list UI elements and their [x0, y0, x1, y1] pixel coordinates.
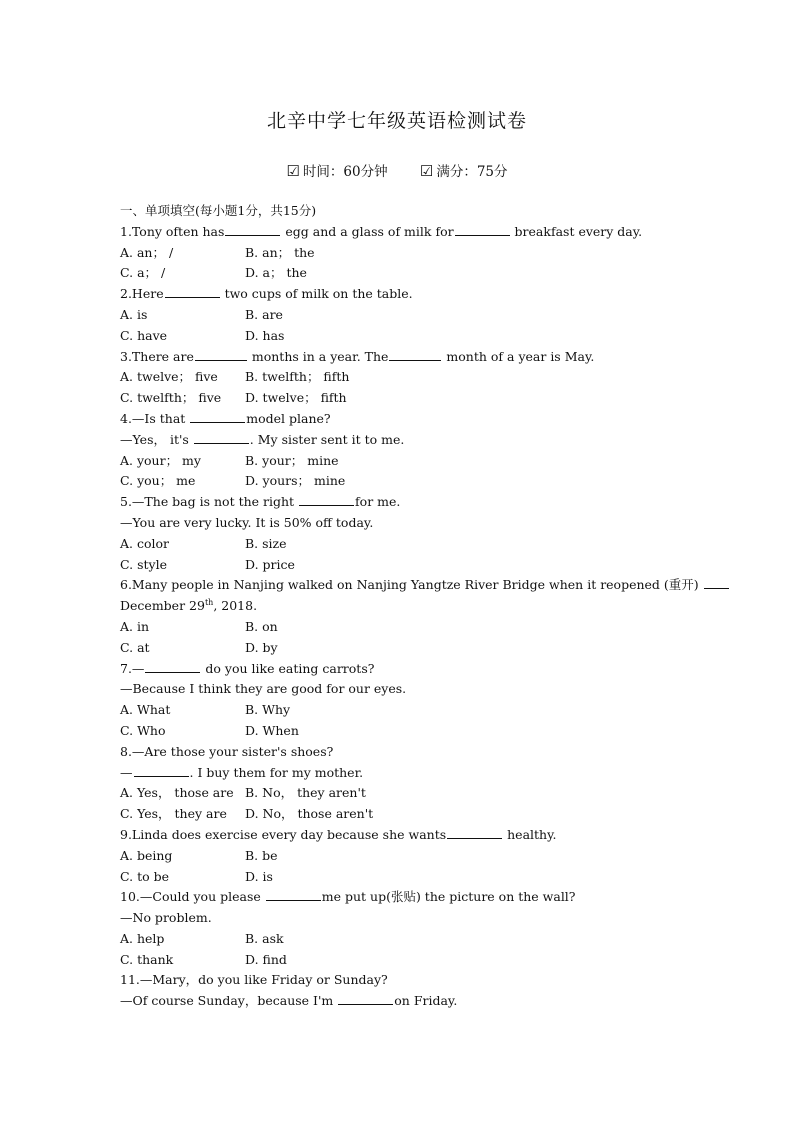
- option-b: B. No， they aren't: [245, 785, 366, 801]
- time-label: 时间：60分钟: [302, 164, 388, 180]
- option-c: C. twelfth； five: [120, 390, 222, 406]
- option-a: A. is: [120, 306, 148, 322]
- answer-blank: [165, 285, 220, 298]
- option-c: C. a； /: [120, 265, 166, 281]
- option-c: C. thank: [120, 951, 174, 967]
- options-row: [120, 305, 680, 326]
- exam-content: [120, 201, 703, 1012]
- question-7-reply: —Because I think they are good for our eyes.: [120, 681, 407, 697]
- option-a: A. being: [120, 847, 173, 863]
- question-4: 4.—Is that model plane?: [120, 410, 331, 426]
- exam-title: 北辛中学七年级英语检测试卷: [266, 110, 527, 132]
- option-b: B. ask: [245, 930, 284, 946]
- options-row: [120, 451, 680, 472]
- score-info: [420, 160, 508, 180]
- question-6: 6.Many people in Nanjing walked on Nanjing Yangtze River Bridge when it reopened (重开): [120, 575, 680, 596]
- option-b: B. be: [245, 847, 278, 863]
- option-c: C. have: [120, 327, 168, 343]
- question-5-reply: —You are very lucky. It is 50% off today.: [120, 514, 374, 530]
- answer-blank: [338, 992, 393, 1005]
- question-5: 5.—The bag is not the right for me.: [120, 494, 401, 510]
- answer-blank: [145, 660, 200, 673]
- question-10: 10.—Could you please me put up(张贴) the picture on the wall?: [120, 889, 576, 905]
- question-3: 3.There are months in a year. The month of a year is May.: [120, 348, 595, 364]
- section-heading: 一、单项填空(每小题1分，共15分): [120, 203, 317, 218]
- answer-blank: [266, 888, 321, 901]
- option-d: D. yours； mine: [245, 473, 346, 489]
- answer-blank: [299, 493, 354, 506]
- question-6-cont: December 29th, 2018.: [120, 597, 258, 614]
- option-d: D. twelve； fifth: [245, 390, 347, 406]
- options-row: [120, 243, 680, 264]
- option-c: C. style: [120, 556, 167, 572]
- options-row: [120, 367, 680, 388]
- option-b: B. twelfth； fifth: [245, 369, 350, 385]
- answer-blank: [455, 223, 510, 236]
- option-c: C. Who: [120, 722, 166, 738]
- question-1: 1.Tony often has egg and a glass of milk for breakfast every day.: [120, 223, 643, 239]
- option-a: A. help: [120, 930, 165, 946]
- option-a: A. your； my: [120, 452, 201, 468]
- option-c: C. Yes， they are: [120, 806, 227, 822]
- answer-blank: [190, 410, 245, 423]
- options-row: [120, 326, 680, 347]
- answer-blank: [134, 764, 189, 777]
- answer-blank: [194, 431, 249, 444]
- time-info: [286, 160, 387, 180]
- option-a: A. twelve； five: [120, 369, 218, 385]
- option-d: D. When: [245, 722, 299, 738]
- answer-blank: [447, 826, 502, 839]
- option-d: D. by: [245, 639, 278, 655]
- options-row: [120, 555, 680, 576]
- options-row: [120, 783, 680, 804]
- answer-blank: [704, 576, 729, 589]
- option-d: D. a； the: [245, 265, 307, 281]
- options-row: [120, 534, 680, 555]
- option-d: D. price: [245, 556, 295, 572]
- options-row: [120, 700, 680, 721]
- options-row: [120, 721, 680, 742]
- option-b: B. on: [245, 618, 278, 634]
- answer-blank: [195, 348, 247, 361]
- options-row: [120, 950, 680, 971]
- answer-blank: [389, 348, 441, 361]
- option-b: B. your； mine: [245, 452, 339, 468]
- option-d: D. has: [245, 327, 285, 343]
- option-a: A. What: [120, 702, 171, 718]
- option-c: C. at: [120, 639, 150, 655]
- option-b: B. size: [245, 535, 287, 551]
- options-row: [120, 804, 680, 825]
- answer-blank: [225, 223, 280, 236]
- options-row: [120, 617, 680, 638]
- option-d: D. find: [245, 951, 287, 967]
- option-a: A. Yes， those are: [120, 785, 234, 801]
- option-a: A. an； /: [120, 244, 174, 260]
- option-a: A. in: [120, 618, 150, 634]
- question-4-reply: —Yes， it's . My sister sent it to me.: [120, 431, 405, 447]
- options-row: [120, 867, 680, 888]
- question-8: 8.—Are those your sister's shoes?: [120, 743, 334, 759]
- option-c: C. you； me: [120, 473, 196, 489]
- question-2: 2.Here two cups of milk on the table.: [120, 286, 413, 302]
- score-label: 满分：75分: [436, 164, 508, 180]
- question-11: 11.—Mary，do you like Friday or Sunday?: [120, 972, 388, 988]
- options-row: [120, 263, 680, 284]
- options-row: [120, 846, 680, 867]
- option-b: B. are: [245, 306, 283, 322]
- option-b: B. Why: [245, 702, 291, 718]
- options-row: [120, 929, 680, 950]
- checkbox-icon: ☑: [286, 162, 300, 180]
- options-row: [120, 471, 680, 492]
- option-b: B. an； the: [245, 244, 315, 260]
- options-row: [120, 388, 680, 409]
- option-d: D. No， those aren't: [245, 806, 374, 822]
- question-8-reply: — . I buy them for my mother.: [120, 764, 364, 780]
- option-a: A. color: [120, 535, 169, 551]
- question-7: 7.— do you like eating carrots?: [120, 660, 375, 676]
- question-9: 9.Linda does exercise every day because she wants healthy.: [120, 826, 557, 842]
- option-c: C. to be: [120, 868, 169, 884]
- question-10-reply: —No problem.: [120, 910, 212, 926]
- question-11-reply: —Of course Sunday，because I'm on Friday.: [120, 993, 458, 1009]
- options-row: [120, 638, 680, 659]
- exam-meta: [0, 160, 794, 180]
- checkbox-icon: ☑: [419, 162, 434, 180]
- option-d: D. is: [245, 868, 273, 884]
